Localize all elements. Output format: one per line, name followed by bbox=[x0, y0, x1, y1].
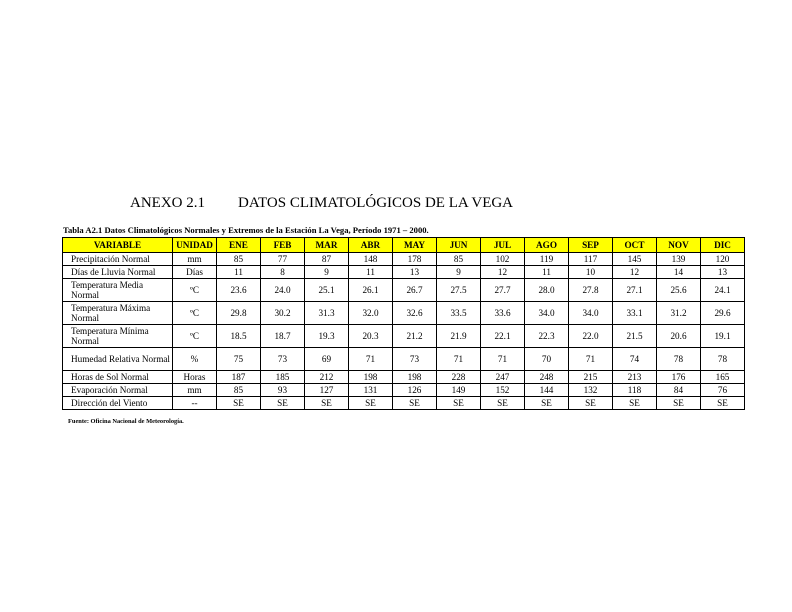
variable-cell: Días de Lluvia Normal bbox=[63, 266, 173, 279]
value-cell: 34.0 bbox=[569, 302, 613, 325]
value-cell: 11 bbox=[525, 266, 569, 279]
value-cell: 33.6 bbox=[481, 302, 525, 325]
column-header: JUL bbox=[481, 238, 525, 253]
column-header: MAR bbox=[305, 238, 349, 253]
value-cell: 198 bbox=[393, 371, 437, 384]
unit-cell: Horas bbox=[173, 371, 217, 384]
value-cell: 131 bbox=[349, 384, 393, 397]
value-cell: 176 bbox=[657, 371, 701, 384]
value-cell: SE bbox=[525, 397, 569, 410]
value-cell: 118 bbox=[613, 384, 657, 397]
value-cell: 73 bbox=[261, 348, 305, 371]
annex-number: ANEXO 2.1 bbox=[130, 195, 205, 211]
value-cell: 22.3 bbox=[525, 325, 569, 348]
unit-cell: % bbox=[173, 348, 217, 371]
value-cell: SE bbox=[349, 397, 393, 410]
value-cell: 77 bbox=[261, 253, 305, 266]
value-cell: 29.8 bbox=[217, 302, 261, 325]
table-row bbox=[63, 348, 745, 371]
value-cell: SE bbox=[305, 397, 349, 410]
variable-cell: Precipitación Normal bbox=[63, 253, 173, 266]
variable-cell: Horas de Sol Normal bbox=[63, 371, 173, 384]
unit-cell: ºC bbox=[173, 302, 217, 325]
value-cell: 228 bbox=[437, 371, 481, 384]
table-row bbox=[63, 397, 745, 410]
value-cell: 22.1 bbox=[481, 325, 525, 348]
variable-cell: Temperatura Media Normal bbox=[63, 279, 173, 302]
value-cell: 148 bbox=[349, 253, 393, 266]
value-cell: 31.2 bbox=[657, 302, 701, 325]
unit-cell: Días bbox=[173, 266, 217, 279]
value-cell: 24.0 bbox=[261, 279, 305, 302]
value-cell: 10 bbox=[569, 266, 613, 279]
value-cell: 145 bbox=[613, 253, 657, 266]
table-body bbox=[63, 253, 745, 410]
value-cell: SE bbox=[481, 397, 525, 410]
table-row bbox=[63, 302, 745, 325]
value-cell: 33.5 bbox=[437, 302, 481, 325]
value-cell: 25.6 bbox=[657, 279, 701, 302]
table-header-row bbox=[63, 238, 745, 253]
unit-cell: ºC bbox=[173, 325, 217, 348]
value-cell: 117 bbox=[569, 253, 613, 266]
value-cell: 139 bbox=[657, 253, 701, 266]
value-cell: SE bbox=[437, 397, 481, 410]
value-cell: 70 bbox=[525, 348, 569, 371]
unit-cell: mm bbox=[173, 384, 217, 397]
column-header: DIC bbox=[701, 238, 745, 253]
value-cell: 247 bbox=[481, 371, 525, 384]
value-cell: 27.1 bbox=[613, 279, 657, 302]
value-cell: 27.5 bbox=[437, 279, 481, 302]
value-cell: 18.7 bbox=[261, 325, 305, 348]
value-cell: SE bbox=[393, 397, 437, 410]
value-cell: 126 bbox=[393, 384, 437, 397]
value-cell: 12 bbox=[613, 266, 657, 279]
value-cell: SE bbox=[217, 397, 261, 410]
column-header: UNIDAD bbox=[173, 238, 217, 253]
value-cell: 26.1 bbox=[349, 279, 393, 302]
value-cell: 187 bbox=[217, 371, 261, 384]
value-cell: 87 bbox=[305, 253, 349, 266]
value-cell: 78 bbox=[657, 348, 701, 371]
value-cell: 19.3 bbox=[305, 325, 349, 348]
value-cell: 76 bbox=[701, 384, 745, 397]
value-cell: 78 bbox=[701, 348, 745, 371]
value-cell: 26.7 bbox=[393, 279, 437, 302]
value-cell: 9 bbox=[305, 266, 349, 279]
value-cell: 31.3 bbox=[305, 302, 349, 325]
value-cell: SE bbox=[657, 397, 701, 410]
table-row bbox=[63, 253, 745, 266]
value-cell: 23.6 bbox=[217, 279, 261, 302]
value-cell: 24.1 bbox=[701, 279, 745, 302]
value-cell: 149 bbox=[437, 384, 481, 397]
value-cell: 144 bbox=[525, 384, 569, 397]
value-cell: 13 bbox=[393, 266, 437, 279]
annex-heading bbox=[130, 195, 513, 212]
value-cell: 132 bbox=[569, 384, 613, 397]
value-cell: 102 bbox=[481, 253, 525, 266]
value-cell: 85 bbox=[217, 384, 261, 397]
column-header: OCT bbox=[613, 238, 657, 253]
annex-title: DATOS CLIMATOLÓGICOS DE LA VEGA bbox=[238, 195, 514, 211]
column-header: VARIABLE bbox=[63, 238, 173, 253]
value-cell: 127 bbox=[305, 384, 349, 397]
value-cell: 85 bbox=[217, 253, 261, 266]
column-header: ENE bbox=[217, 238, 261, 253]
table-row bbox=[63, 325, 745, 348]
value-cell: 85 bbox=[437, 253, 481, 266]
variable-cell: Humedad Relativa Normal bbox=[63, 348, 173, 371]
column-header: MAY bbox=[393, 238, 437, 253]
value-cell: 74 bbox=[613, 348, 657, 371]
value-cell: 33.1 bbox=[613, 302, 657, 325]
value-cell: 20.6 bbox=[657, 325, 701, 348]
value-cell: 213 bbox=[613, 371, 657, 384]
value-cell: 9 bbox=[437, 266, 481, 279]
value-cell: 119 bbox=[525, 253, 569, 266]
value-cell: 73 bbox=[393, 348, 437, 371]
table-row bbox=[63, 279, 745, 302]
value-cell: 212 bbox=[305, 371, 349, 384]
value-cell: 198 bbox=[349, 371, 393, 384]
value-cell: 75 bbox=[217, 348, 261, 371]
value-cell: 21.2 bbox=[393, 325, 437, 348]
column-header: AGO bbox=[525, 238, 569, 253]
value-cell: 71 bbox=[481, 348, 525, 371]
value-cell: 34.0 bbox=[525, 302, 569, 325]
value-cell: 29.6 bbox=[701, 302, 745, 325]
variable-cell: Temperatura Máxima Normal bbox=[63, 302, 173, 325]
value-cell: 20.3 bbox=[349, 325, 393, 348]
value-cell: 22.0 bbox=[569, 325, 613, 348]
value-cell: 11 bbox=[217, 266, 261, 279]
table-caption: Tabla A2.1 Datos Climatológicos Normales y Extremos de la Estación La Vega, Período 1971 – 2000. bbox=[63, 225, 429, 235]
value-cell: 215 bbox=[569, 371, 613, 384]
variable-cell: Evaporación Normal bbox=[63, 384, 173, 397]
value-cell: 93 bbox=[261, 384, 305, 397]
value-cell: 30.2 bbox=[261, 302, 305, 325]
column-header: JUN bbox=[437, 238, 481, 253]
value-cell: 32.6 bbox=[393, 302, 437, 325]
unit-cell: ºC bbox=[173, 279, 217, 302]
value-cell: 25.1 bbox=[305, 279, 349, 302]
table-row bbox=[63, 371, 745, 384]
value-cell: 84 bbox=[657, 384, 701, 397]
value-cell: 71 bbox=[349, 348, 393, 371]
source-note: Fuente: Oficina Nacional de Meteorología. bbox=[68, 418, 184, 425]
value-cell: 28.0 bbox=[525, 279, 569, 302]
climate-table bbox=[62, 237, 745, 410]
column-header: FEB bbox=[261, 238, 305, 253]
unit-cell: mm bbox=[173, 253, 217, 266]
value-cell: 165 bbox=[701, 371, 745, 384]
unit-cell: -- bbox=[173, 397, 217, 410]
table-row bbox=[63, 384, 745, 397]
value-cell: SE bbox=[261, 397, 305, 410]
value-cell: 32.0 bbox=[349, 302, 393, 325]
column-header: ABR bbox=[349, 238, 393, 253]
value-cell: SE bbox=[569, 397, 613, 410]
variable-cell: Dirección del Viento bbox=[63, 397, 173, 410]
column-header: NOV bbox=[657, 238, 701, 253]
value-cell: 13 bbox=[701, 266, 745, 279]
value-cell: 14 bbox=[657, 266, 701, 279]
value-cell: 69 bbox=[305, 348, 349, 371]
value-cell: 11 bbox=[349, 266, 393, 279]
value-cell: 248 bbox=[525, 371, 569, 384]
value-cell: 178 bbox=[393, 253, 437, 266]
value-cell: 152 bbox=[481, 384, 525, 397]
value-cell: 71 bbox=[569, 348, 613, 371]
value-cell: 8 bbox=[261, 266, 305, 279]
value-cell: 21.9 bbox=[437, 325, 481, 348]
value-cell: 185 bbox=[261, 371, 305, 384]
variable-cell: Temperatura Mínima Normal bbox=[63, 325, 173, 348]
value-cell: SE bbox=[613, 397, 657, 410]
value-cell: 12 bbox=[481, 266, 525, 279]
value-cell: 27.7 bbox=[481, 279, 525, 302]
value-cell: 27.8 bbox=[569, 279, 613, 302]
value-cell: 120 bbox=[701, 253, 745, 266]
value-cell: 19.1 bbox=[701, 325, 745, 348]
value-cell: SE bbox=[701, 397, 745, 410]
table-row bbox=[63, 266, 745, 279]
value-cell: 71 bbox=[437, 348, 481, 371]
value-cell: 21.5 bbox=[613, 325, 657, 348]
column-header: SEP bbox=[569, 238, 613, 253]
value-cell: 18.5 bbox=[217, 325, 261, 348]
